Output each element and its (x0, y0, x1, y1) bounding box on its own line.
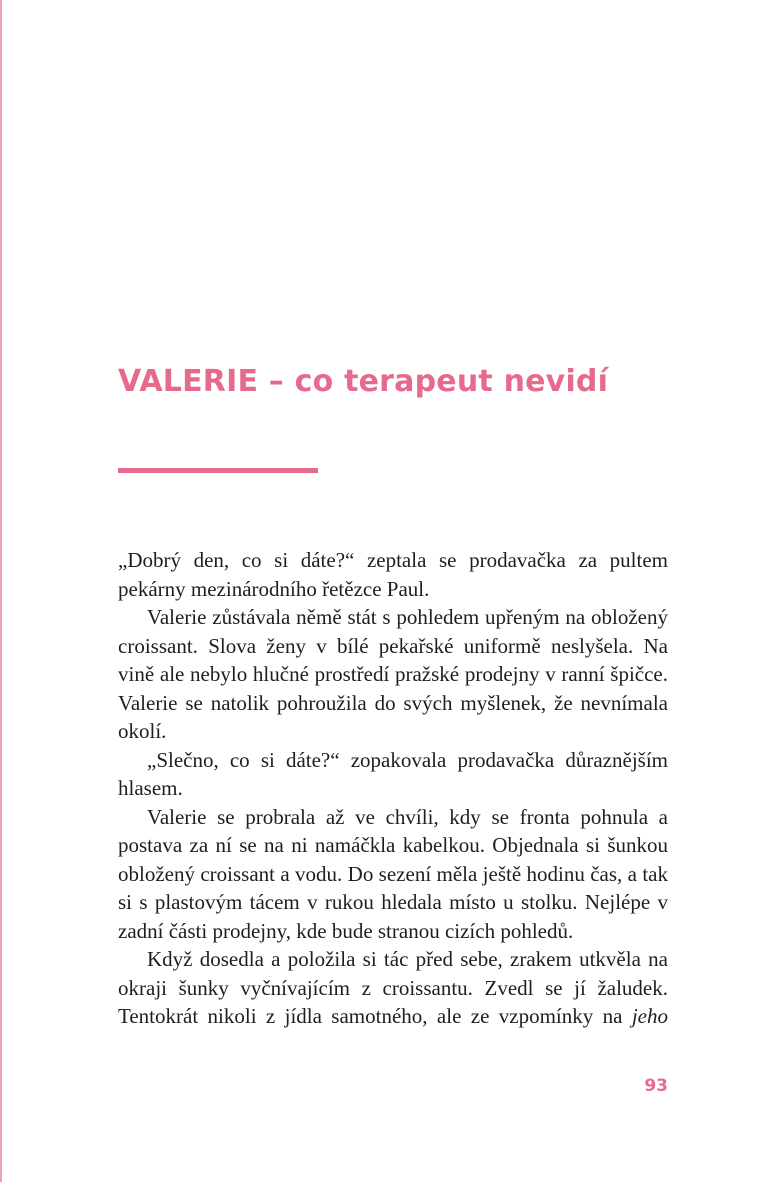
page-edge-line (0, 0, 2, 1182)
paragraph-3: „Slečno, co si dáte?“ zopakovala prodavačka důraznějším hlasem. (118, 747, 668, 800)
paragraph-5-emphasis: jeho (631, 1004, 668, 1028)
paragraph-1: „Dobrý den, co si dáte?“ zeptala se prodavačka za pultem pekárny mezinárodního řetězce Paul. (118, 548, 668, 601)
page-number: 93 (644, 1076, 668, 1096)
body-text (118, 546, 668, 1031)
paragraph-5-text: Když dosedla a položila si tác před sebe, zrakem utkvěla na okraji šunky vyčnívajícím z croissantu. Zvedl se jí žaludek. Tentokrát nikoli z jídla samotného, ale ze vzpomínky na (118, 947, 668, 1028)
paragraph-2: Valerie zůstávala němě stát s pohledem upřeným na obložený croissant. Slova ženy v bílé pekařské uniformě neslyšela. Na vině ale nebylo hlučné prostředí pražské prodejny v ranní špičce. Valerie se natolik pohroužila do svých myšlenek, že nevnímala okolí. (118, 605, 668, 743)
paragraph-5 (118, 945, 668, 1031)
paragraph-4: Valerie se probrala až ve chvíli, kdy se fronta pohnula a postava za ní se na ni namáčkla kabelkou. Objednala si šunkou obložený croissant a vodu. Do sezení měla ještě hodinu čas, a tak si s plastovým tácem v rukou hledala místo u stolku. Nejlépe v zadní části prodejny, kde bude stranou cizích pohledů. (118, 804, 668, 943)
chapter-title: VALERIE – co terapeut nevidí (118, 364, 609, 399)
title-underline-rule (118, 468, 318, 473)
